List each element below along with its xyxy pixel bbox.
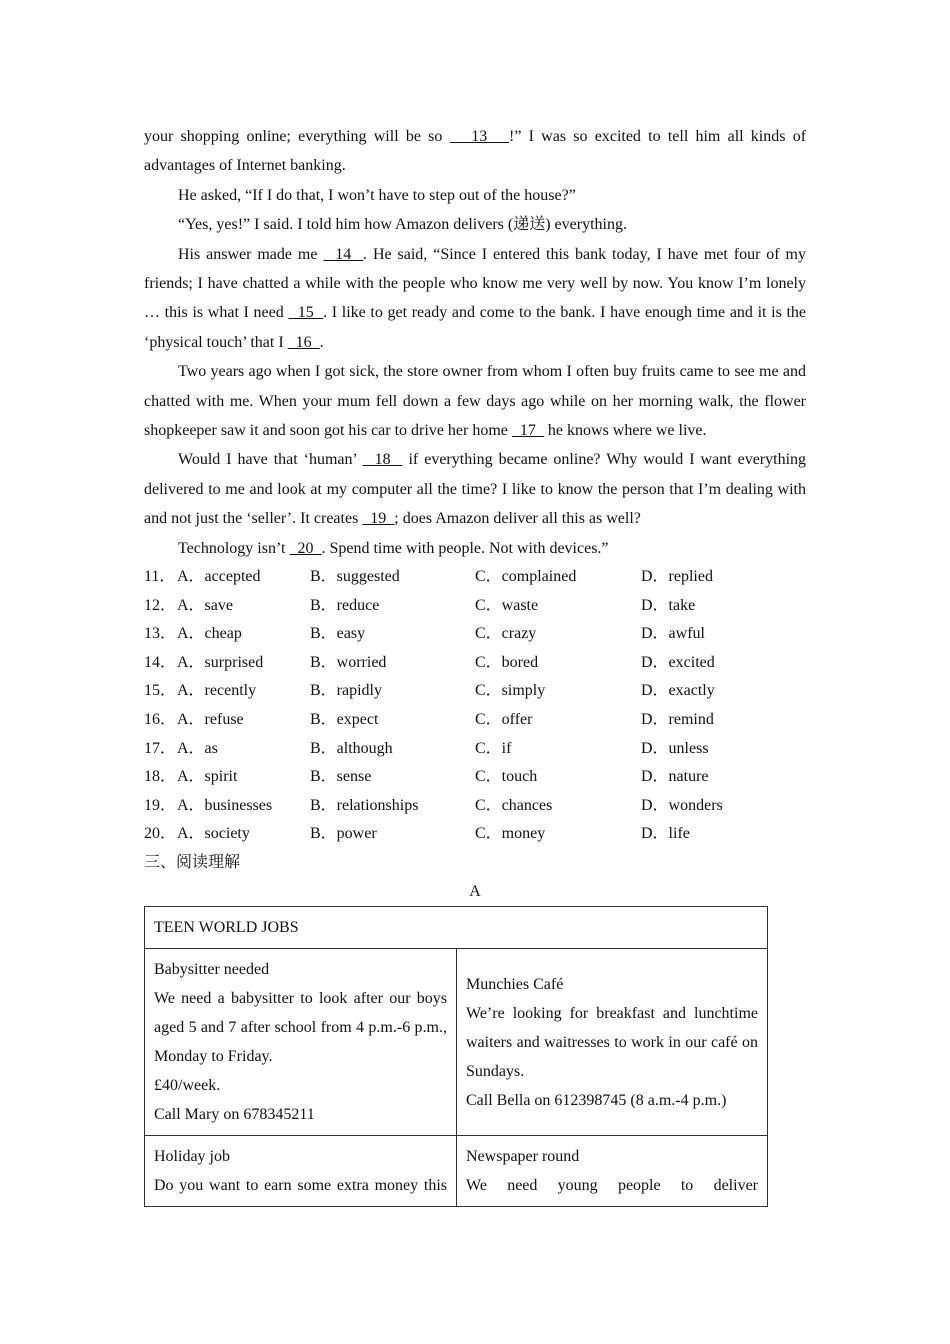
babysitter-ad — [145, 949, 457, 1136]
question-number: 12． — [144, 596, 177, 614]
table-header: TEEN WORLD JOBS — [145, 907, 768, 949]
option-c: C．bored — [475, 653, 539, 671]
text-segment: His answer made me — [178, 245, 324, 263]
option-a: A．recently — [177, 682, 257, 700]
option-b: B．although — [310, 739, 393, 757]
option-b: B．sense — [310, 768, 372, 786]
option-a: A．as — [177, 739, 218, 757]
newspaper-ad — [457, 1136, 768, 1207]
option-d: D．take — [641, 596, 696, 614]
answer-blank: 20 — [289, 539, 322, 557]
text-segment: “Yes, yes!” I said. I told him how Amazon delivers (递送) everything. — [178, 216, 627, 234]
cloze-passage — [144, 122, 806, 563]
holiday-ad — [145, 1136, 457, 1207]
option-b: B．rapidly — [310, 682, 382, 700]
answer-blank: 16 — [287, 333, 320, 351]
option-c: C．simply — [475, 682, 546, 700]
option-c: C．chances — [475, 796, 553, 814]
option-a: A．accepted — [177, 568, 261, 586]
question-number: 20． — [144, 825, 177, 843]
question-row — [144, 735, 806, 764]
option-d: D．excited — [641, 653, 715, 671]
question-number: 11． — [144, 568, 176, 586]
text-segment: Two years ago when I got sick, the store owner from whom I often buy fruits came to see me and chatted with me. When your mum fell down a few days ago while on her morning walk, the flower shopkeeper saw it and soon got his car to drive her home — [144, 363, 806, 440]
text-segment: ; does Amazon deliver all this as well? — [394, 510, 641, 528]
answer-blank: 13 — [449, 128, 509, 145]
ad-title: Holiday job — [154, 1148, 230, 1165]
option-a: A．save — [177, 596, 233, 614]
option-c: C．touch — [475, 768, 538, 786]
answer-blank: 17 — [511, 422, 544, 440]
text-segment: He asked, “If I do that, I won’t have to step out of the house?” — [178, 186, 576, 204]
text-segment: . I like to get ready and come to the bank. I have enough time and it is the ‘physical touch’ that I — [144, 304, 807, 351]
passage-label: A — [469, 882, 481, 900]
paragraph — [144, 357, 806, 445]
question-number: 18． — [144, 768, 177, 786]
question-row — [144, 763, 806, 792]
question-row — [144, 649, 806, 678]
option-a: A．spirit — [177, 768, 238, 786]
option-d: D．exactly — [641, 682, 715, 700]
section-title: 三、阅读理解 — [144, 854, 241, 872]
option-d: D．remind — [641, 711, 714, 729]
option-c: C．offer — [475, 711, 533, 729]
question-number: 16． — [144, 711, 177, 729]
option-d: D．awful — [641, 625, 705, 643]
jobs-table — [144, 906, 768, 1207]
option-c: C．waste — [475, 596, 539, 614]
text-segment: Would I have that ‘human’ — [178, 451, 363, 469]
text-segment: . — [319, 333, 324, 351]
text-segment: your shopping online; everything will be so — [144, 128, 450, 145]
option-d: D．unless — [641, 739, 709, 757]
text-segment: !” I was so excited to tell him all kinds of advantages of Internet banking. — [144, 128, 807, 175]
ad-body: We need a babysitter to look after our boys aged 5 and 7 after school from 4 p.m.-6 p.m., Monday to Friday. — [154, 990, 447, 1065]
question-row — [144, 620, 806, 649]
paragraph — [144, 240, 806, 358]
ad-body: Do you want to earn some extra money this — [154, 1177, 447, 1194]
question-row — [144, 563, 806, 592]
ad-contact: Call Mary on 678345211 — [154, 1106, 315, 1123]
text-segment: if everything became online? Why would I want everything delivered to me and look at my computer all the time? I like to know the person that I’m dealing with and not just the ‘seller’. It creates — [144, 451, 807, 528]
option-a: A．businesses — [177, 796, 273, 814]
question-row — [144, 706, 806, 735]
document-body — [144, 122, 806, 906]
text-segment: he knows where we live. — [543, 422, 707, 440]
cafe-ad — [457, 949, 768, 1136]
option-d: D．nature — [641, 768, 709, 786]
paragraph — [144, 122, 806, 181]
answer-options — [144, 563, 806, 849]
question-number: 14． — [144, 653, 177, 671]
option-b: B．relationships — [310, 796, 419, 814]
text-segment: Technology isn’t — [178, 539, 290, 557]
option-b: B．easy — [310, 625, 366, 643]
text-segment: . Spend time with people. Not with devices.” — [321, 539, 609, 557]
question-row — [144, 792, 806, 821]
option-d: D．life — [641, 825, 690, 843]
ad-pay: £40/week. — [154, 1077, 221, 1094]
question-number: 15． — [144, 682, 177, 700]
option-c: C．if — [475, 739, 512, 757]
question-number: 13． — [144, 625, 177, 643]
ad-title: Babysitter needed — [154, 961, 270, 978]
question-row — [144, 677, 806, 706]
paragraph — [144, 534, 806, 563]
option-a: A．surprised — [177, 653, 264, 671]
paragraph — [144, 181, 806, 210]
option-a: A．refuse — [177, 711, 244, 729]
option-c: C．crazy — [475, 625, 537, 643]
option-d: D．replied — [641, 568, 713, 586]
option-d: D．wonders — [641, 796, 723, 814]
answer-blank: 15 — [288, 304, 324, 322]
option-c: C．money — [475, 825, 546, 843]
paragraph — [144, 445, 806, 533]
ad-contact: Call Bella on 612398745 (8 a.m.-4 p.m.) — [466, 1091, 727, 1109]
option-b: B．suggested — [310, 568, 400, 586]
ad-body: We’re looking for breakfast and lunchtime waiters and waitresses to work in our café on Sundays. — [466, 1004, 758, 1080]
ad-title: Newspaper round — [466, 1148, 580, 1165]
answer-blank: 14 — [323, 245, 364, 263]
question-row — [144, 820, 806, 849]
option-a: A．cheap — [177, 625, 242, 643]
option-b: B．reduce — [310, 596, 380, 614]
option-c: C．complained — [475, 568, 577, 586]
answer-blank: 19 — [362, 510, 395, 528]
text-segment: . He said, “Since I entered this bank today, I have met four of my friends; I have chatted a while with the people who know me very well by now. You know I’m lonely … this is what I need — [144, 245, 806, 322]
option-b: B．expect — [310, 711, 379, 729]
option-b: B．power — [310, 825, 377, 843]
paragraph — [144, 210, 806, 239]
question-row — [144, 592, 806, 621]
question-number: 17． — [144, 739, 177, 757]
answer-blank: 18 — [362, 451, 403, 469]
ad-title: Munchies Café — [466, 975, 564, 993]
ad-body: We need young people to deliver — [466, 1177, 758, 1194]
option-a: A．society — [177, 825, 250, 843]
question-number: 19． — [144, 796, 177, 814]
option-b: B．worried — [310, 653, 387, 671]
